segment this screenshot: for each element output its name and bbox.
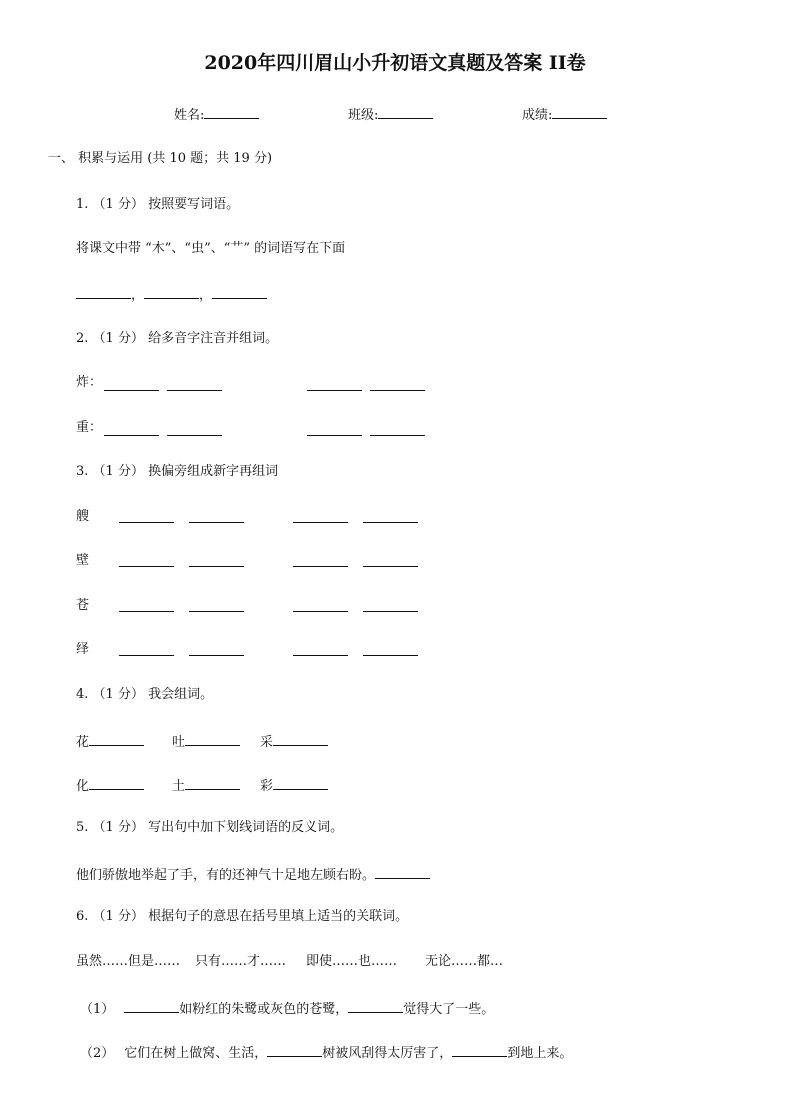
answer-blank[interactable] [267,1042,322,1057]
answer-blank[interactable] [293,508,348,523]
q5-sentence-text: 他们骄傲地举起了手，有的还神气十足地左顾右盼。 [76,868,376,883]
q6-item-2 [80,1042,572,1063]
q3-char: 艘 [76,509,90,524]
q6-option: 虽然……但是…… [76,954,181,969]
answer-blank[interactable] [370,421,425,436]
class-label: 班级: [348,108,379,123]
q6-option: 即使……也…… [306,954,398,969]
section-heading: 一、 积累与运用 (共 10 题；共 19 分) [48,151,273,166]
separator: ， [131,288,145,303]
answer-blank[interactable] [363,597,418,612]
question-1-answer-line [76,284,267,305]
answer-blank[interactable] [144,284,199,299]
q6-item-num: （1） [80,1002,115,1017]
answer-blank[interactable] [370,376,425,391]
q3-char: 苍 [76,598,90,613]
answer-blank[interactable] [119,597,174,612]
score-label: 成绩: [522,108,553,123]
question-5-title: 5. （1 分） 写出句中加下划线词语的反义词。 [76,820,344,835]
answer-blank[interactable] [293,641,348,656]
question-1-instruction: 将课文中带 “木”、“虫”、“艹” 的词语写在下面 [76,241,346,256]
question-2-title: 2. （1 分） 给多音字注音并组词。 [76,331,279,346]
answer-blank[interactable] [119,508,174,523]
answer-blank[interactable] [119,552,174,567]
q6-text: 如粉红的朱鹭或灰色的苍鹭， [179,1002,349,1017]
answer-blank[interactable] [124,998,179,1013]
answer-blank[interactable] [363,508,418,523]
question-3-title: 3. （1 分） 换偏旁组成新字再组词 [76,464,279,479]
answer-blank[interactable] [452,1042,507,1057]
q6-item-1 [80,998,494,1019]
score-blank[interactable] [552,104,607,119]
q4-char: 化 [76,779,90,794]
answer-blank[interactable] [189,597,244,612]
answer-blank[interactable] [212,284,267,299]
answer-blank[interactable] [189,552,244,567]
answer-blank[interactable] [167,376,222,391]
question-5-sentence [76,864,430,885]
question-6-title: 6. （1 分） 根据句子的意思在括号里填上适当的关联词。 [76,909,409,924]
q6-text: 它们在树上做窝、生活， [124,1046,268,1061]
q4-char: 吐 [172,735,186,750]
name-field[interactable] [174,104,259,125]
q4-char: 彩 [260,779,274,794]
answer-blank[interactable] [307,376,362,391]
answer-blank[interactable] [363,641,418,656]
q6-text: 树被风刮得太厉害了， [322,1046,453,1061]
class-field[interactable] [348,104,433,125]
answer-blank[interactable] [104,421,159,436]
answer-blank[interactable] [76,284,131,299]
q6-text: 觉得大了一些。 [403,1002,495,1017]
question-1-title: 1. （1 分） 按照要写词语。 [76,197,240,212]
answer-blank[interactable] [189,641,244,656]
name-blank[interactable] [204,104,259,119]
answer-blank[interactable] [363,552,418,567]
answer-blank[interactable] [189,508,244,523]
answer-blank[interactable] [293,597,348,612]
answer-blank[interactable] [119,641,174,656]
answer-blank[interactable] [167,421,222,436]
q2-char-label: 炸： [76,375,103,390]
q3-char: 壁 [76,553,90,568]
q6-option: 无论……都… [425,954,504,969]
answer-blank[interactable] [273,731,328,746]
q3-char: 绎 [76,642,90,657]
score-field[interactable] [522,104,607,125]
q4-char: 花 [76,735,90,750]
q4-row-1 [76,731,328,752]
separator: ， [199,288,213,303]
answer-blank[interactable] [89,731,144,746]
q4-row-2 [76,775,328,796]
answer-blank[interactable] [89,775,144,790]
answer-blank[interactable] [104,376,159,391]
answer-blank[interactable] [375,864,430,879]
document-title: 2020年四川眉山小升初语文真题及答案 II卷 [204,52,586,74]
q4-char: 土 [172,779,186,794]
q4-char: 采 [260,735,274,750]
answer-blank[interactable] [185,775,240,790]
q2-char-label: 重： [76,420,103,435]
answer-blank[interactable] [307,421,362,436]
class-blank[interactable] [378,104,433,119]
answer-blank[interactable] [185,731,240,746]
answer-blank[interactable] [273,775,328,790]
q6-item-num: （2） [80,1046,115,1061]
answer-blank[interactable] [293,552,348,567]
q6-option: 只有……才…… [195,954,287,969]
name-label: 姓名: [174,108,205,123]
answer-blank[interactable] [348,998,403,1013]
question-4-title: 4. （1 分） 我会组词。 [76,687,214,702]
q6-text: 到地上来。 [507,1046,573,1061]
